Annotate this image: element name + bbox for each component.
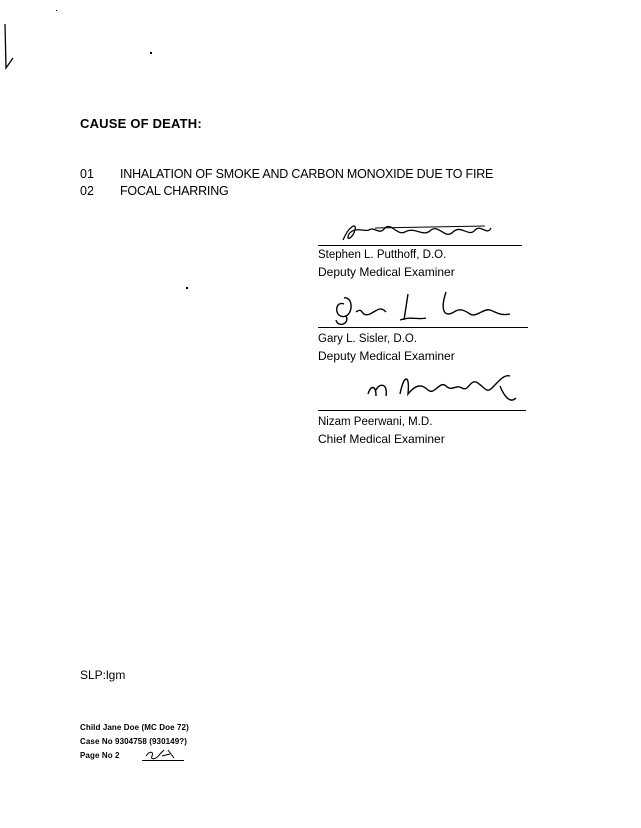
cause-text: INHALATION OF SMOKE AND CARBON MONOXIDE DUE TO FIRE [120,167,494,181]
signature-line [318,327,528,328]
scan-speck [56,10,57,11]
corner-mark [2,22,16,77]
signatory-name: Nizam Peerwani, M.D. [318,416,433,428]
scan-speck [150,52,152,54]
footer-page-line [142,760,184,761]
signatory-title: Deputy Medical Examiner [318,349,455,363]
corner-arrow-mark [2,22,16,72]
footer-case-name: Child Jane Doe (MC Doe 72) [80,723,189,732]
signature-peerwani [360,364,560,412]
signature-putthoff [335,218,515,248]
signature-line [318,245,522,246]
cause-number: 01 [80,167,94,181]
typist-initials: SLP:lgm [80,668,126,682]
signature-sisler [330,290,530,330]
signatory-name: Stephen L. Putthoff, D.O. [318,249,447,261]
cause-number: 02 [80,184,94,198]
footer-page-label: Page No 2 [80,751,120,760]
cause-text: FOCAL CHARRING [120,184,229,198]
signatory-title: Deputy Medical Examiner [318,265,455,279]
signature-line [318,410,526,411]
footer-case-number: Case No 9304758 (930149?) [80,737,188,746]
scan-speck [186,287,188,289]
signatory-title: Chief Medical Examiner [318,432,445,446]
signatory-name: Gary L. Sisler, D.O. [318,333,418,345]
cause-of-death-heading: CAUSE OF DEATH: [80,116,202,131]
